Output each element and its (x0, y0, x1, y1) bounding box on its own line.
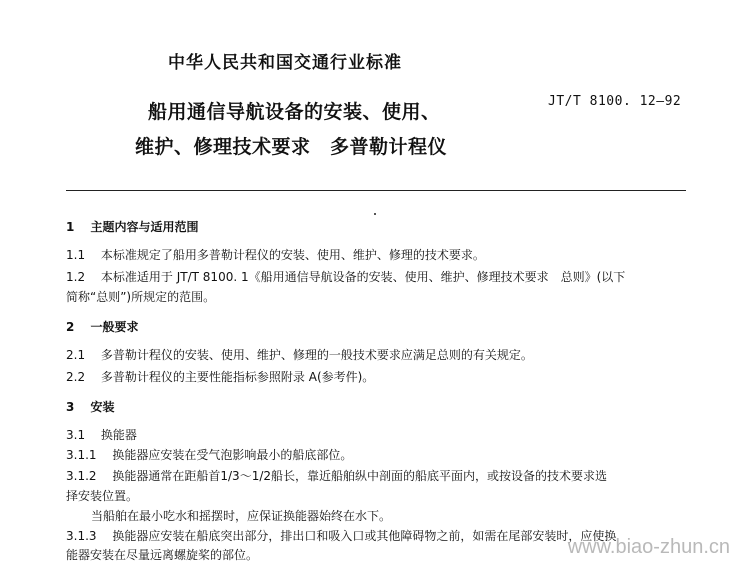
clause-text: 本标准适用于 JT/T 8100. 1《船用通信导航设备的安装、使用、维护、修理技术要求 总则》(以下 (100, 270, 626, 284)
paragraph: 当船舶在最小吃水和摇摆时，应保证换能器始终在水下。 (91, 509, 392, 523)
paragraph (66, 246, 485, 263)
paragraph-continuation: 能器安装在尽量远离螺旋桨的部位。 (66, 548, 259, 562)
clause-text: 多普勒计程仪的主要性能指标参照附录 A(参考件)。 (100, 370, 375, 384)
section-number: 3 (66, 400, 75, 414)
clause-text: 换能器通常在距船首1/3～1/2船长，靠近船舶纵中剖面的船底平面内，或按设备的技术要求选 (112, 469, 608, 483)
paragraph (66, 426, 137, 443)
paragraph (66, 346, 533, 363)
paragraph (66, 446, 352, 463)
document-title-line-1: 船用通信导航设备的安装、使用、 (148, 101, 441, 123)
document-title-line-2: 维护、修理技术要求 多普勒计程仪 (135, 136, 448, 158)
paragraph-continuation: 简称“总则”)所规定的范围。 (66, 290, 216, 304)
scan-speck (374, 213, 376, 215)
section-number: 2 (66, 320, 75, 334)
clause-number: 3.1.3 (66, 529, 97, 543)
section-heading (66, 318, 139, 335)
clause-number: 2.2 (66, 370, 86, 384)
clause-text: 换能器 (100, 428, 137, 442)
paragraph (66, 268, 625, 285)
clause-number: 3.1.1 (66, 448, 97, 462)
watermark: www.biao-zhun.cn (567, 536, 730, 558)
clause-number: 1.2 (66, 270, 86, 284)
paragraph (66, 527, 616, 544)
clause-number: 2.1 (66, 348, 86, 362)
paragraph (66, 467, 607, 484)
section-title: 主题内容与适用范围 (90, 220, 199, 234)
paragraph (66, 368, 374, 385)
clause-number: 1.1 (66, 248, 86, 262)
clause-number: 3.1.2 (66, 469, 97, 483)
section-number: 1 (66, 220, 75, 234)
section-title: 一般要求 (90, 320, 139, 334)
standard-code: JT/T 8100. 12—92 (548, 94, 682, 109)
section-heading (66, 218, 199, 235)
paragraph-continuation: 择安装位置。 (66, 489, 139, 503)
clause-text: 本标准规定了船用多普勒计程仪的安装、使用、维护、修理的技术要求。 (100, 248, 485, 262)
header-divider (66, 190, 686, 191)
clause-number: 3.1 (66, 428, 86, 442)
section-title: 安装 (90, 400, 115, 414)
section-heading (66, 398, 115, 415)
standard-organization: 中华人民共和国交通行业标准 (168, 53, 402, 73)
clause-text: 换能器应安装在船底突出部分，排出口和吸入口或其他障碍物之前，如需在尾部安装时，应使换 (112, 529, 617, 543)
clause-text: 多普勒计程仪的安装、使用、维护、修理的一般技术要求应满足总则的有关规定。 (100, 348, 533, 362)
clause-text: 换能器应安装在受气泡影响最小的船底部位。 (112, 448, 353, 462)
